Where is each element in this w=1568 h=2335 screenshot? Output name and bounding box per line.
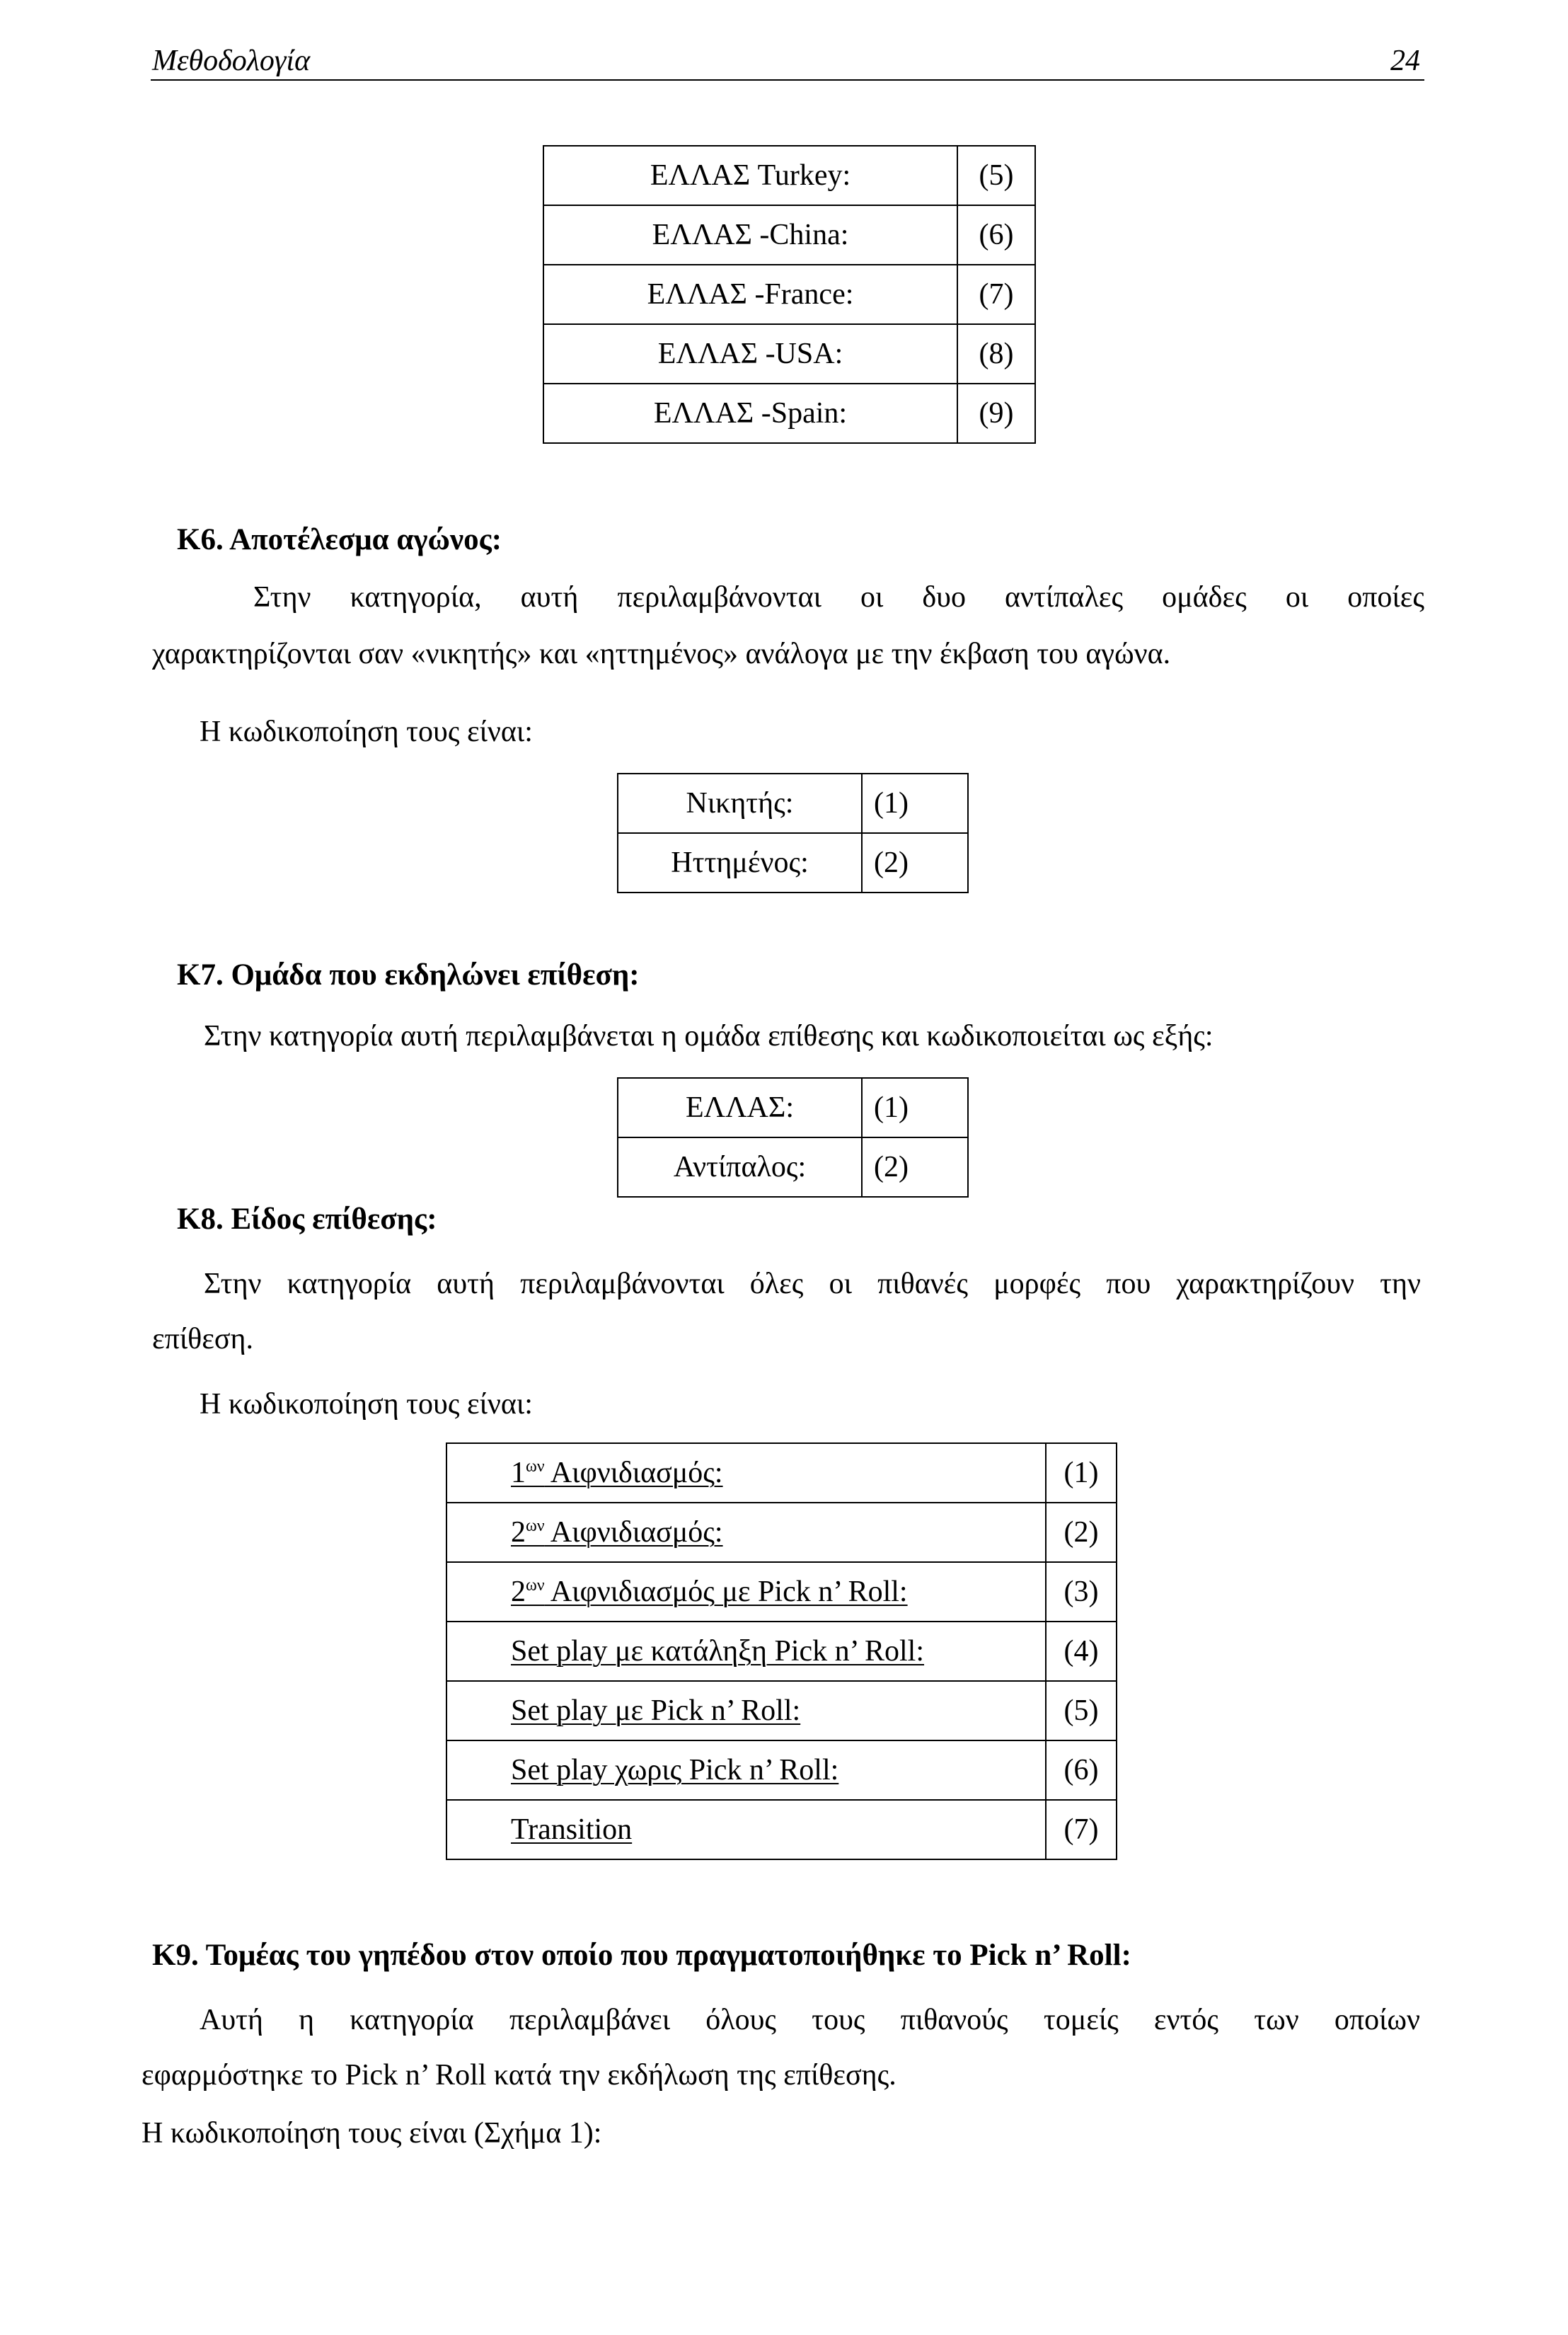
table-cell-code: (7) [1046,1800,1117,1859]
table-cell-label: Ηττημένος: [618,833,862,893]
table-cell-code: (4) [1046,1622,1117,1681]
table-cell-code: (7) [957,265,1035,324]
table-cell-label: Set play με Pick n’ Roll: [446,1681,1046,1740]
table-cell-label: ΕΛΛΑΣ Turkey: [543,146,957,205]
table-cell-code: (6) [957,205,1035,265]
k9-coding-intro: Η κωδικοποίηση τους είναι (Σχήμα 1): [142,2117,602,2150]
k8-coding-intro: Η κωδικοποίηση τους είναι: [200,1388,533,1421]
header-rule [151,79,1424,81]
table-row [543,205,1035,265]
table-row [446,1503,1117,1562]
attacking-team-table [617,1077,969,1198]
table-cell-code: (6) [1046,1740,1117,1800]
section-heading-k8: Κ8. Είδος επίθεσης: [177,1203,437,1236]
k9-paragraph-line2: εφαρμόστηκε το Pick n’ Roll κατά την εκδήλωση της επίθεσης. [142,2059,897,2092]
table-row [446,1740,1117,1800]
table-cell-label: ΕΛΛΑΣ -France: [543,265,957,324]
result-table [617,773,969,893]
table-cell-label: ΕΛΛΑΣ -Spain: [543,384,957,443]
k8-paragraph-line2: επίθεση. [152,1323,254,1355]
table-cell-code: (2) [862,1137,968,1197]
k6-coding-intro: Η κωδικοποίηση τους είναι: [200,716,533,748]
k9-paragraph-line1: Αυτή η κατηγορία περιλαμβάνει όλους τους πιθανούς τομείς εντός των οποίων [200,2004,1420,2036]
section-heading-k6: Κ6. Αποτέλεσμα αγώνος: [177,523,502,556]
k7-paragraph-line1: Στην κατηγορία αυτή περιλαμβάνεται η ομάδα επίθεσης και κωδικοποιείται ως εξής: [204,1020,1214,1052]
table-row [446,1443,1117,1503]
table-cell-code: (5) [957,146,1035,205]
table-row [543,265,1035,324]
table-cell-label: $2^{\omega\nu}$ Αιφνιδιασμός με Pick n’ Roll: [446,1562,1046,1622]
table-cell-code: (2) [1046,1503,1117,1562]
table-row [543,324,1035,384]
table-row [446,1562,1117,1622]
table-cell-code: (3) [1046,1562,1117,1622]
table-cell-code: (2) [862,833,968,893]
table-cell-label: Αντίπαλος: [618,1137,862,1197]
table-cell-code: (1) [1046,1443,1117,1503]
table-cell-code: (5) [1046,1681,1117,1740]
table-row [543,384,1035,443]
table-cell-code: (1) [862,774,968,833]
table-cell-code: (8) [957,324,1035,384]
countries-table [543,145,1036,444]
section-heading-k9: Κ9. Τομέας του γηπέδου στον οποίο που πραγματοποιήθηκε το Pick n’ Roll: [152,1939,1131,1972]
table-row [618,1137,968,1197]
k8-paragraph-line1: Στην κατηγορία αυτή περιλαμβάνονται όλες οι πιθανές μορφές που χαρακτηρίζουν την [204,1268,1421,1300]
running-header-title: Μεθοδολογία [152,45,311,77]
table-cell-label: Set play με κατάληξη Pick n’ Roll: [446,1622,1046,1681]
table-cell-label: Νικητής: [618,774,862,833]
table-cell-label: ΕΛΛΑΣ: [618,1078,862,1137]
table-row [618,774,968,833]
table-cell-label: $1^{\omega\nu}$ Αιφνιδιασμός: [446,1443,1046,1503]
table-row [618,833,968,893]
table-cell-label: Set play χωρις Pick n’ Roll: [446,1740,1046,1800]
k6-paragraph-line2: χαρακτηρίζονται σαν «νικητής» και «ηττημένος» ανάλογα με την έκβαση του αγώνα. [152,638,1171,670]
table-cell-label: $2^{\omega\nu}$ Αιφνιδιασμός: [446,1503,1046,1562]
table-cell-label: Transition [446,1800,1046,1859]
table-row [446,1681,1117,1740]
table-cell-code: (9) [957,384,1035,443]
table-row [446,1622,1117,1681]
page-number: 24 [1390,45,1420,77]
table-cell-code: (1) [862,1078,968,1137]
attack-type-table [446,1442,1117,1860]
section-heading-k7: Κ7. Ομάδα που εκδηλώνει επίθεση: [177,958,640,992]
table-cell-label: ΕΛΛΑΣ -USA: [543,324,957,384]
table-row [446,1800,1117,1859]
k6-paragraph-line1: Στην κατηγορία, αυτή περιλαμβάνονται οι δυο αντίπαλες ομάδες οι οποίες [253,581,1424,614]
table-row [618,1078,968,1137]
table-cell-label: ΕΛΛΑΣ -China: [543,205,957,265]
table-row [543,146,1035,205]
